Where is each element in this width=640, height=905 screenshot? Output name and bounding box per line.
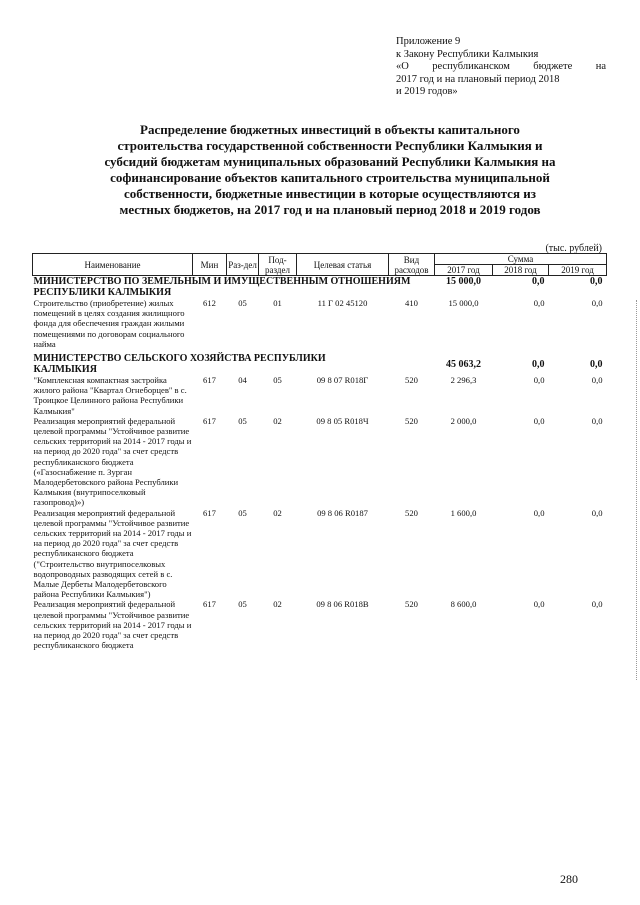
ministry-name: МИНИСТЕРСТВО ПО ЗЕМЕЛЬНЫМ И ИМУЩЕСТВЕННЫМ ОТНОШЕНИЯМ РЕСПУБЛИКИ КАЛМЫКИЯ bbox=[33, 276, 411, 298]
header-2018: 2018 год bbox=[493, 265, 549, 276]
cell-target: 09 8 05 R018Ч bbox=[316, 415, 369, 426]
cell-razdel: 04 bbox=[238, 375, 247, 386]
cell-vid: 520 bbox=[405, 415, 418, 426]
cell-razdel: 05 bbox=[238, 599, 247, 610]
appendix-reference bbox=[396, 36, 606, 99]
cell-vid: 520 bbox=[405, 375, 418, 386]
page-number: 280 bbox=[560, 872, 578, 886]
appendix-line: к Закону Республики Калмыкия bbox=[396, 48, 539, 60]
cell-podrazdel: 02 bbox=[273, 507, 282, 518]
cell-2019: 0,0 bbox=[590, 359, 603, 371]
table-row bbox=[33, 599, 607, 650]
cell-razdel: 05 bbox=[238, 298, 247, 308]
units-note: (тыс. рублей) bbox=[545, 243, 602, 254]
appendix-line: Приложение 9 bbox=[396, 36, 461, 47]
appendix-line-justified bbox=[396, 61, 606, 74]
cell-min: 617 bbox=[203, 507, 216, 518]
header-name: Наименование bbox=[33, 254, 193, 276]
title-line: местных бюджетов, на 2017 год и на плановый период 2018 и 2019 годов bbox=[119, 202, 541, 217]
title-line: софинансирование объектов капитального строительства муниципальной bbox=[110, 170, 550, 185]
document-title bbox=[70, 122, 590, 218]
cell-vid: 520 bbox=[405, 507, 418, 518]
cell-target: 09 8 07 R018Г bbox=[316, 375, 369, 386]
cell-2019: 0,0 bbox=[591, 375, 603, 386]
appendix-word: бюджете bbox=[533, 61, 573, 72]
cell-name: Строительство (приобретение) жилых помещений в целях создания жилищного фонда для обеспечения граждан жилыми помещениями по договорам социального найма bbox=[33, 298, 185, 349]
cell-razdel: 05 bbox=[238, 507, 247, 518]
cell-2018: 0,0 bbox=[532, 276, 545, 287]
header-2019: 2019 год bbox=[549, 265, 607, 276]
table-row bbox=[33, 298, 607, 349]
cell-podrazdel: 02 bbox=[273, 599, 282, 610]
title-line: собственности, бюджетные инвестиции в которые осуществляются из bbox=[124, 186, 536, 201]
appendix-word: республиканском bbox=[432, 61, 510, 72]
ministry-row bbox=[33, 349, 607, 375]
table-row bbox=[33, 508, 607, 600]
table-header bbox=[33, 254, 607, 276]
title-line: строительства государственной собственности Республики Калмыкия и bbox=[117, 138, 543, 153]
table-row bbox=[33, 375, 607, 416]
ministry-row bbox=[33, 276, 607, 299]
header-podrazdel: Под-раздел bbox=[259, 254, 297, 276]
cell-2018: 0,0 bbox=[533, 375, 545, 386]
budget-table bbox=[32, 253, 607, 651]
cell-name: Реализация мероприятий федеральной целевой программы "Устойчивое развитие сельских территорий на 2014 - 2017 годы и на период до 2020 года" за счет средств республиканского бюджета («Газоснабжение п. Зурган Малодербетовского района Республики Калмыкия (внутрипоселковый газопровод)») bbox=[33, 415, 192, 508]
cell-target: 09 8 06 R0187 bbox=[317, 507, 368, 518]
ministry-name: МИНИСТЕРСТВО СЕЛЬСКОГО ХОЗЯЙСТВА РЕСПУБЛИКИ КАЛМЫКИЯ bbox=[33, 353, 326, 376]
cell-name: Реализация мероприятий федеральной целевой программы "Устойчивое развитие сельских территорий на 2014 - 2017 годы и на период до 2020 года" за счет средств республиканского бюджета ("Строительство внутрипоселковых водопроводных разводящих сетей в с. Малые Дербеты Малодербетовского района Республики Калмыкия") bbox=[33, 507, 192, 600]
cell-2018: 0,0 bbox=[532, 359, 545, 371]
cell-vid: 520 bbox=[405, 599, 418, 610]
cell-min: 617 bbox=[203, 599, 216, 610]
appendix-line: 2017 год и на плановый период 2018 bbox=[396, 73, 560, 85]
cell-min: 612 bbox=[203, 298, 216, 308]
cell-target: 11 Г 02 45120 bbox=[317, 298, 368, 308]
cell-2017: 15 000,0 bbox=[446, 276, 481, 287]
header-sum: Сумма bbox=[435, 254, 607, 265]
cell-2019: 0,0 bbox=[591, 599, 603, 610]
cell-2017: 15 000,0 bbox=[448, 298, 479, 308]
cell-min: 617 bbox=[203, 415, 216, 426]
cell-2019: 0,0 bbox=[591, 507, 603, 518]
table-body bbox=[33, 276, 607, 651]
header-min: Мин bbox=[193, 254, 227, 276]
title-line: Распределение бюджетных инвестиций в объекты капитального bbox=[140, 122, 520, 137]
appendix-line: и 2019 годов» bbox=[396, 86, 458, 97]
cell-2019: 0,0 bbox=[591, 298, 603, 308]
cell-razdel: 05 bbox=[238, 415, 247, 426]
cell-podrazdel: 02 bbox=[273, 415, 282, 426]
cell-target: 09 8 06 R018В bbox=[316, 599, 369, 610]
appendix-word: на bbox=[595, 61, 606, 72]
cell-2018: 0,0 bbox=[533, 507, 545, 518]
table-row bbox=[33, 416, 607, 508]
header-vid: Вид расходов bbox=[389, 254, 435, 276]
header-target: Целевая статья bbox=[297, 254, 389, 276]
cell-2017: 45 063,2 bbox=[446, 359, 481, 371]
cell-vid: 410 bbox=[405, 298, 418, 308]
cell-2017: 2 296,3 bbox=[450, 375, 477, 386]
cell-podrazdel: 05 bbox=[273, 375, 282, 386]
title-line: субсидий бюджетам муниципальных образований Республики Калмыкия на bbox=[104, 154, 556, 169]
cell-2017: 8 600,0 bbox=[450, 599, 477, 610]
cell-2017: 1 600,0 bbox=[450, 507, 477, 518]
cell-2018: 0,0 bbox=[533, 415, 545, 426]
scan-edge-line bbox=[636, 300, 638, 680]
cell-name: "Комплексная компактная застройка жилого района "Квартал Огнеборцев" в с. Троицкое Целинного района Республики Калмыкия" bbox=[33, 375, 187, 416]
cell-2018: 0,0 bbox=[533, 298, 545, 308]
cell-2019: 0,0 bbox=[590, 276, 603, 287]
cell-name: Реализация мероприятий федеральной целевой программы "Устойчивое развитие сельских территорий на 2014 - 2017 годы и на период до 2020 года" за счет средств республиканского бюджета bbox=[33, 599, 192, 651]
header-2017: 2017 год bbox=[435, 265, 493, 276]
appendix-word: «О bbox=[396, 61, 409, 72]
cell-podrazdel: 01 bbox=[273, 298, 282, 308]
cell-2018: 0,0 bbox=[533, 599, 545, 610]
cell-2019: 0,0 bbox=[591, 415, 603, 426]
cell-min: 617 bbox=[203, 375, 216, 386]
header-razdel: Раз-дел bbox=[227, 254, 259, 276]
cell-2017: 2 000,0 bbox=[450, 415, 477, 426]
